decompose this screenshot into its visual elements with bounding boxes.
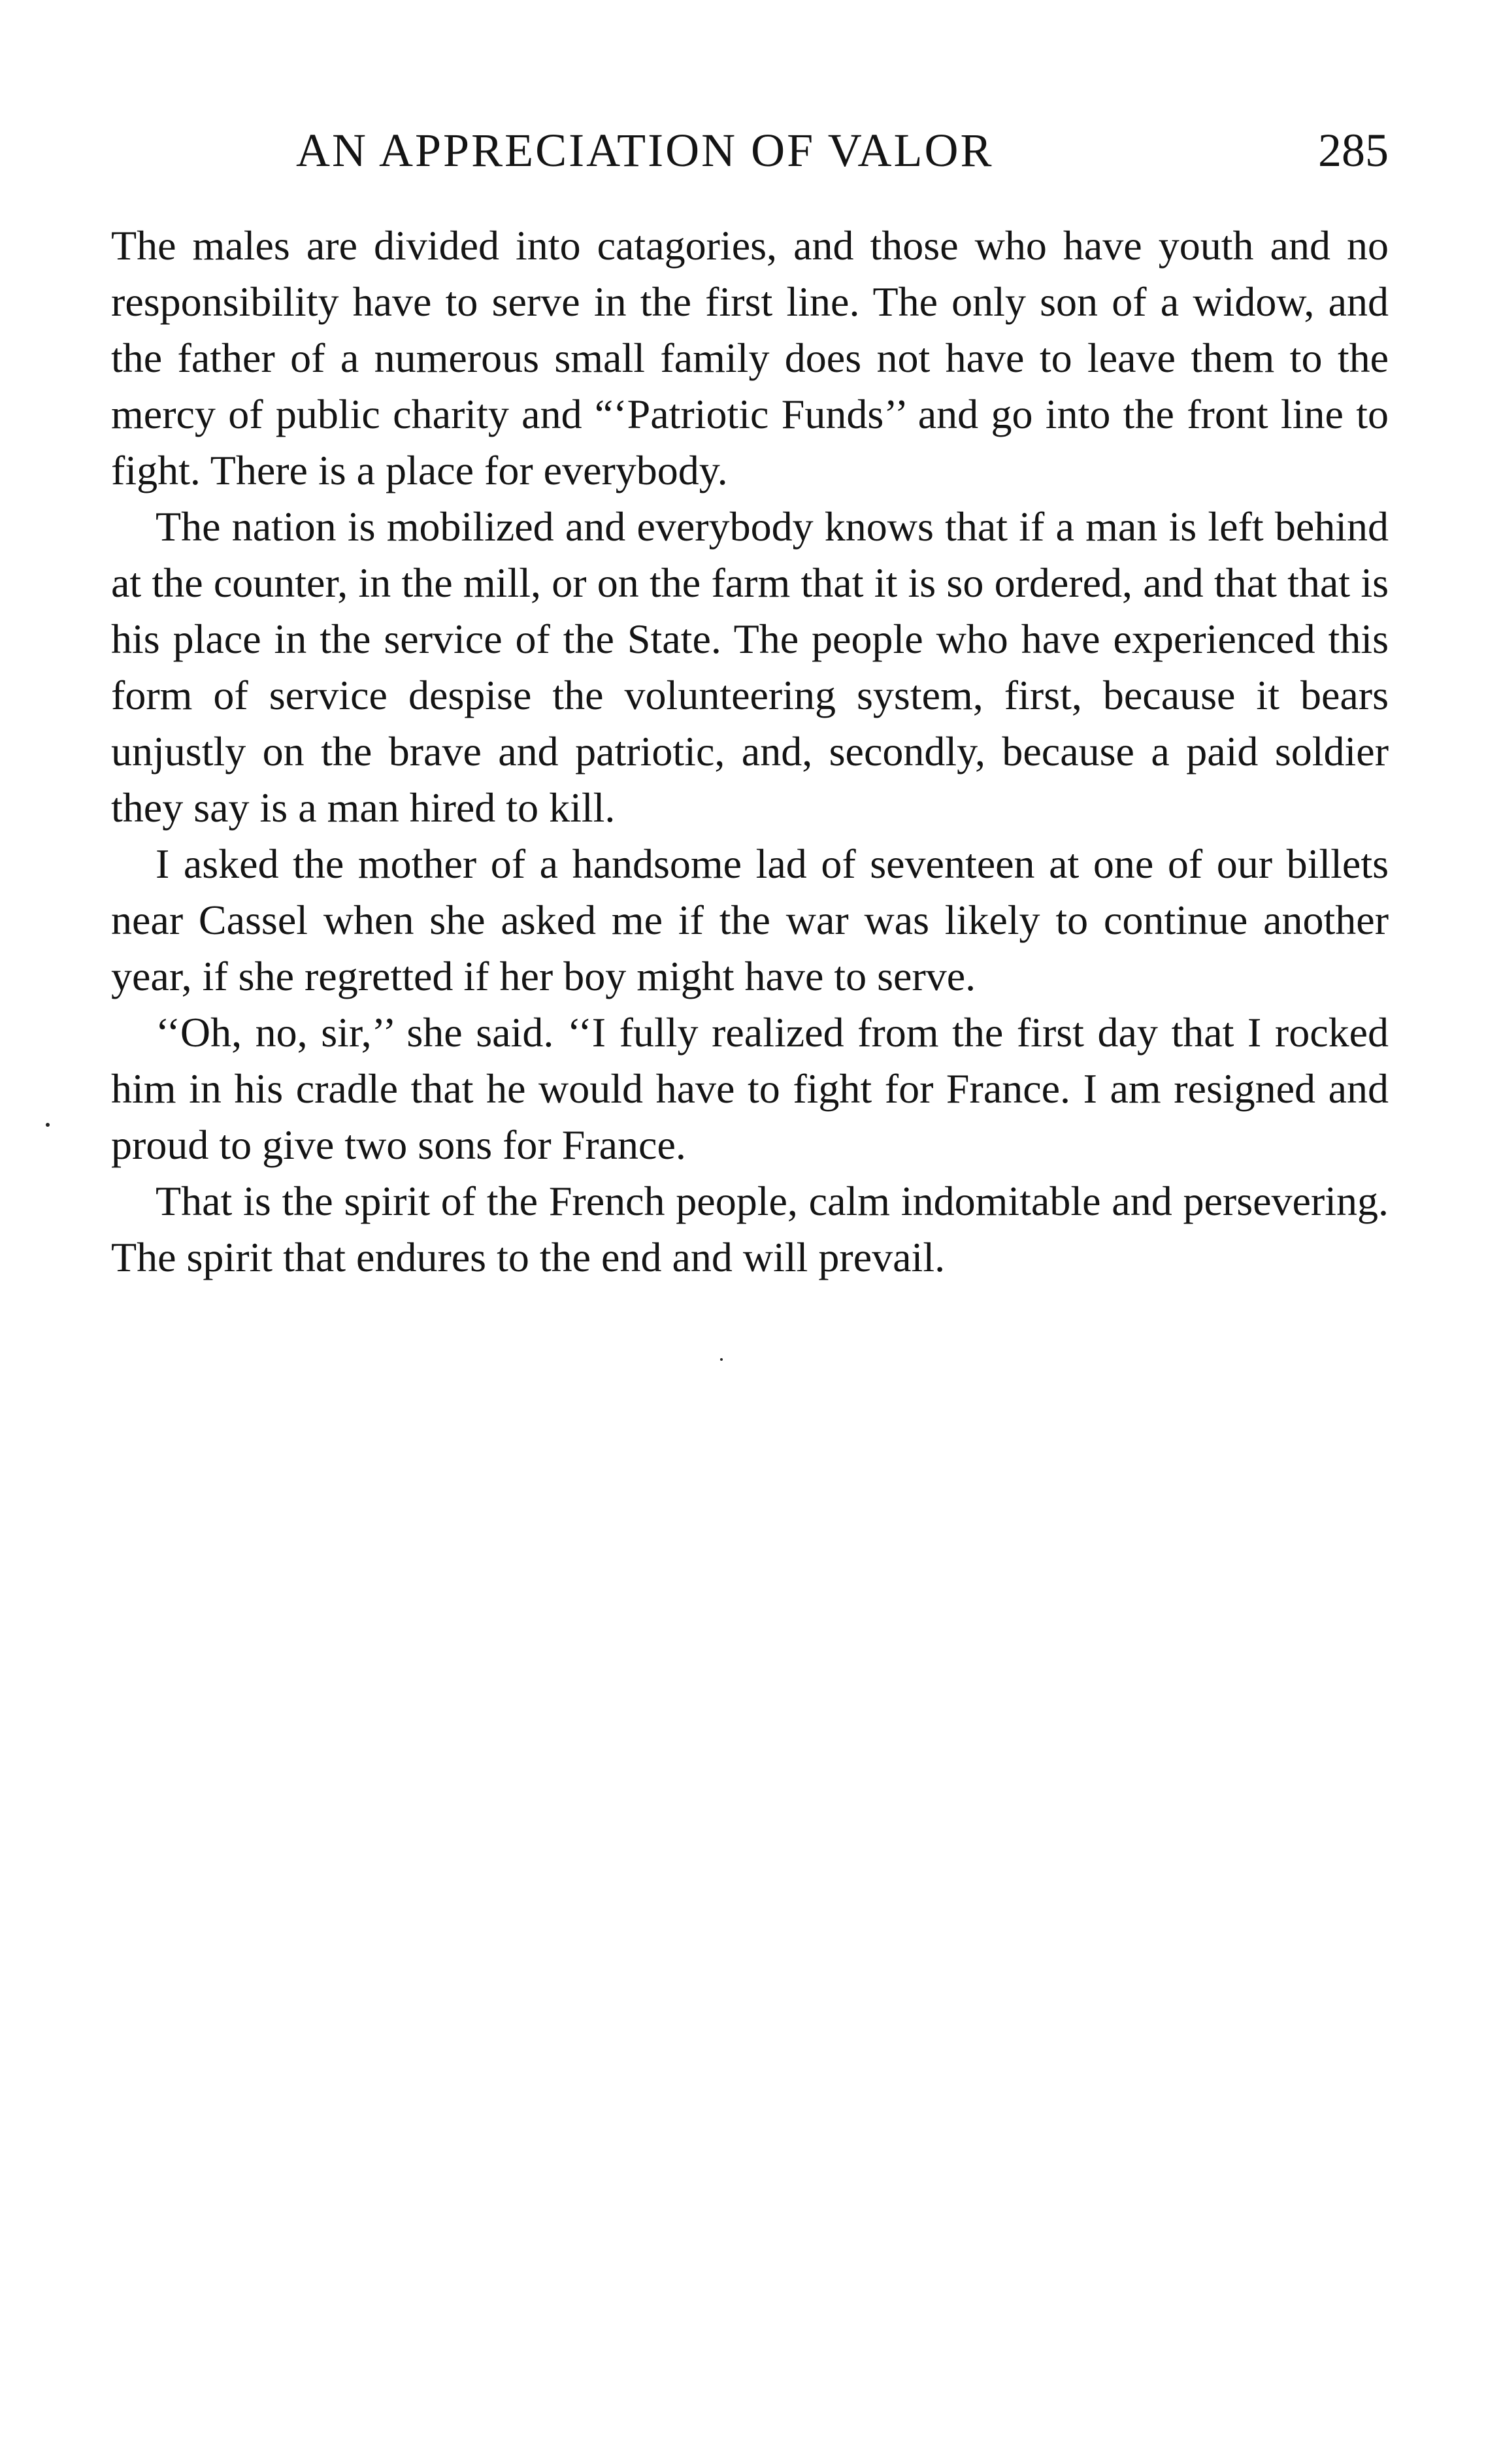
page-number: 285 [1318, 124, 1389, 176]
paragraph-2: The nation is mobilized and everybody knows that if a man is left behind at the counter, in the mill, or on the farm that it is so ordered, and that that is his place in the service of the State. The people who have experienced this form of service despise the volunteering system, first, because it bears unjustly on the brave and patriotic, and, secondly, because a paid soldier they say is a man hired to kill. [111, 503, 1389, 831]
paragraph-5: That is the spirit of the French people, calm indomitable and persevering. The spirit that endures to the end and will prevail. [111, 1178, 1389, 1280]
print-speck [720, 1358, 723, 1361]
body-text [111, 218, 1389, 1286]
paragraph-3: I asked the mother of a handsome lad of seventeen at one of our billets near Cassel when she asked me if the war was likely to continue another year, if she regretted if her boy might have to serve. [111, 841, 1389, 999]
running-head: AN APPRECIATION OF VALOR [296, 124, 994, 176]
page-header [111, 118, 1389, 183]
paragraph-1: The males are divided into catagories, and those who have youth and no responsibility have to serve in the first line. The only son of a widow, and the father of a numerous small family does not have to leave them to the mercy of public charity and “‘Patriotic Funds’’ and go into the front line to fight. There is a place for everybody. [111, 222, 1389, 493]
paragraph-4: ‘‘Oh, no, sir,’’ she said. ‘‘I fully realized from the first day that I rocked him in his cradle that he would have to fight for France. I am resigned and proud to give two sons for France. [111, 1009, 1389, 1168]
print-speck [46, 1123, 50, 1127]
